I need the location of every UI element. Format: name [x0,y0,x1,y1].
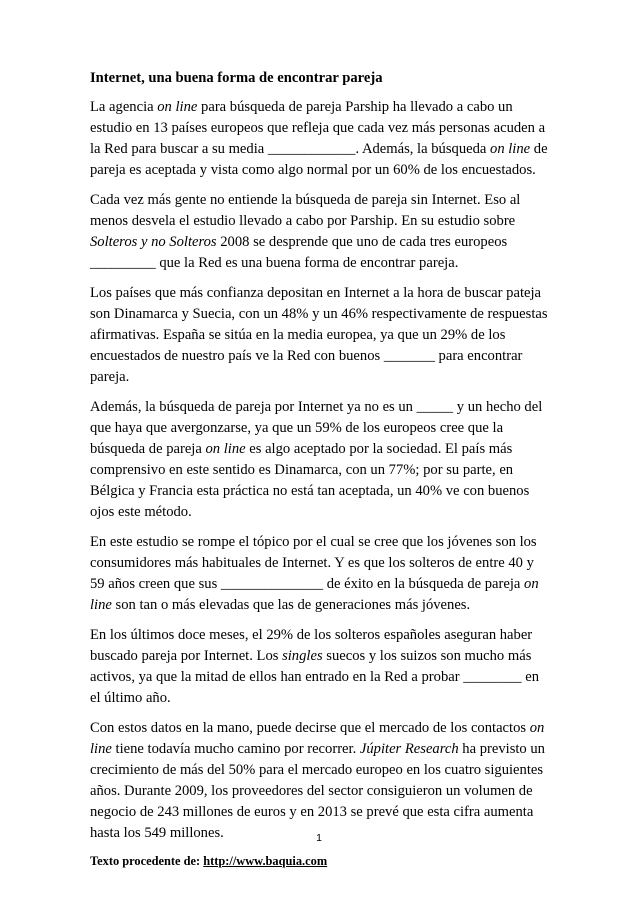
text-run: ha previsto un crecimiento de más del 50% para el mercado europeo en los cuatro siguientes años. Durante 2009, los proveedores del sector consiguieron un volumen de negocio de 243 millones de euros y en 2013 se prevé que esta cifra aumenta hasta los 549 millones. [90,741,545,841]
document-title: Internet, una buena forma de encontrar pareja [90,70,383,86]
italic-text: on line [90,720,545,757]
source-line [90,853,552,870]
document-body [90,68,552,870]
text-run: para búsqueda de pareja Parship ha llevado a cabo un estudio en 13 países europeos que refleja que cada vez más personas acuden a la Red para buscar a su media ____________. Además, la búsqueda [90,99,546,157]
text-run: 2008 se desprende que uno de cada tres europeos _________ que la Red es una buena forma de encontrar pareja. [90,234,508,271]
paragraph-list [90,97,552,844]
page-number: 1 [316,832,322,844]
paragraph [90,625,552,709]
italic-text: singles [282,648,323,664]
italic-text: on line [205,441,246,457]
source-label: Texto procedente de: [90,854,204,868]
paragraph [90,97,552,181]
text-run: suecos y los suizos son mucho más activos, ya que la mitad de ellos han entrado en la Red a probar ________ en el último año. [90,648,540,706]
text-run: Además, la búsqueda de pareja por Internet ya no es un _____ y un hecho del que haya que avergonzarse, ya que un 59% de los europeos cree que la búsqueda de pareja [90,399,543,457]
italic-text: Solteros y no Solteros [90,234,217,250]
text-run: Los países que más confianza depositan en Internet a la hora de buscar pateja son Dinamarca y Suecia, con un 48% y un 46% respectivamente de respuestas afirmativas. España se sitúa en la media europea, ya que un 29% de los encuestados de nuestro país ve la Red con buenos _______ para encontrar pareja. [90,285,548,385]
text-run: tiene todavía mucho camino por recorrer. [111,741,360,757]
text-run: Cada vez más gente no entiende la búsqueda de pareja sin Internet. Eso al menos desvela el estudio llevado a cabo por Parship. En su estudio sobre [90,192,521,229]
paragraph [90,718,552,844]
text-run: La agencia [90,99,158,115]
italic-text: on line [490,141,531,157]
text-run: En los últimos doce meses, el 29% de los solteros españoles aseguran haber buscado pareja por Internet. Los [90,627,533,664]
source-link[interactable]: http://www.baquia.com [203,854,328,868]
text-run: es algo aceptado por la sociedad. El país más comprensivo en este sentido es Dinamarca, con un 77%; por su parte, en Bélgica y Francia esta práctica no está tan aceptada, un 40% ve con buenos ojos este método. [90,441,530,520]
paragraph [90,190,552,274]
text-run: son tan o más elevadas que las de generaciones más jóvenes. [111,597,471,613]
paragraph [90,397,552,523]
paragraph [90,283,552,388]
text-run: Con estos datos en la mano, puede decirse que el mercado de los contactos [90,720,530,736]
italic-text: on line [157,99,198,115]
paragraph [90,532,552,616]
text-run: de pareja es aceptada y vista como algo normal por un 60% de los encuestados. [90,141,548,178]
italic-text: Júpiter Research [359,741,459,757]
text-run: En este estudio se rompe el tópico por el cual se cree que los jóvenes son los consumidores más habituales de Internet. Y es que los solteros de entre 40 y 59 años creen que sus ______________ de éxito en la búsqueda de pareja [90,534,537,592]
italic-text: on line [90,576,539,613]
